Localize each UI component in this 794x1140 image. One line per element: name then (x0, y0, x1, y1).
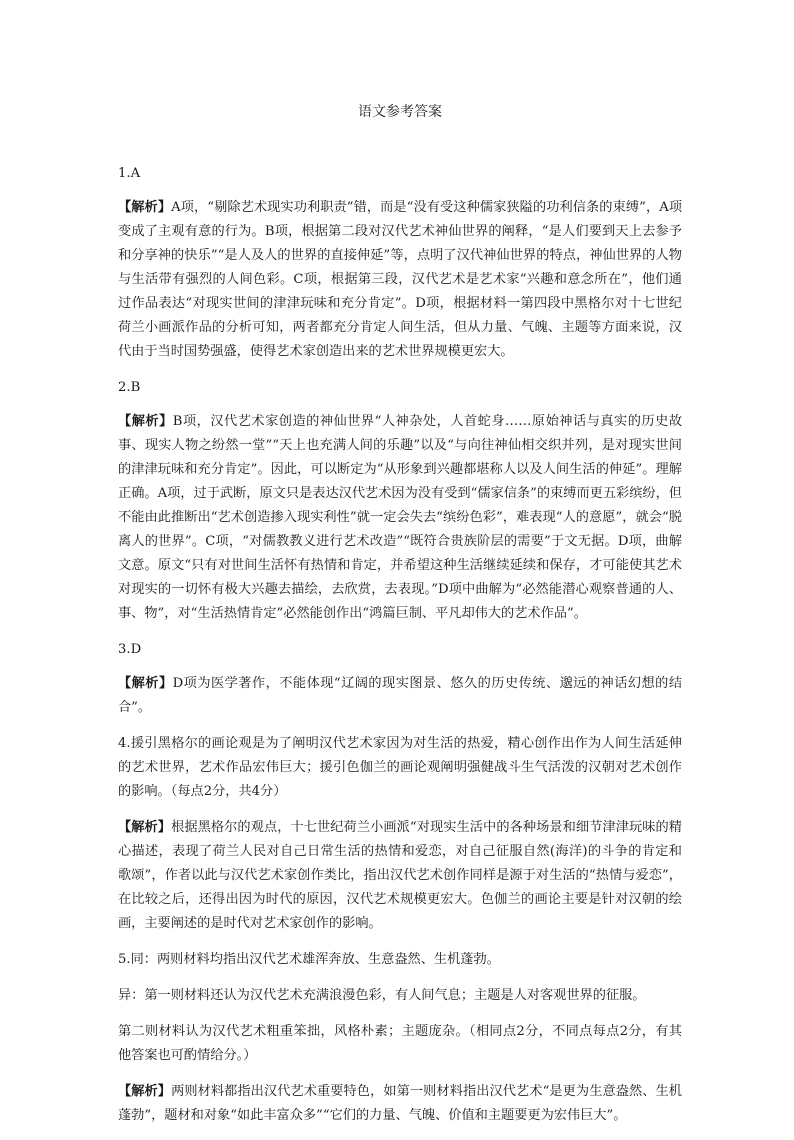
analysis-tag: 【解析】 (118, 200, 172, 215)
q1-analysis (118, 196, 682, 364)
q5-analysis (118, 1080, 682, 1128)
q3-answer: 3.D (118, 642, 142, 657)
q1-answer: 1.A (118, 166, 141, 181)
analysis-tag: 【解析】 (118, 1084, 172, 1099)
q5-similarity: 5.同：两则材料均指出汉代艺术雄浑奔放、生意盎然、生机蓬勃。 (118, 952, 500, 967)
answer-document (118, 100, 682, 1140)
q5-difference-1: 异：第一则材料还认为汉代艺术充满浪漫色彩，有人间气息；主题是人对客观世界的征服。 (118, 988, 646, 1003)
q4-answer: 4.援引黑格尔的画论观是为了阐明汉代艺术家因为对生活的热爱，精心创作出作为人间生活延伸的艺术世界，艺术作品宏伟巨大；援引色伽兰的画论观阐明强健战斗生气活泼的汉朝对艺术创作的影响。（每点2分，共4分） (118, 736, 682, 799)
q3-analysis-text: D项为医学著作，不能体现“辽阔的现实图景、悠久的历史传统、邈远的神话幻想的结合”。 (118, 676, 683, 715)
q5-difference-2: 第二则材料认为汉代艺术粗重笨拙，风格朴素；主题庞杂。（相同点2分，不同点每点2分，有其他答案也可酌情给分。） (118, 1024, 682, 1063)
analysis-tag: 【解析】 (118, 820, 172, 835)
q4-analysis-text: 根据黑格尔的观点，十七世纪荷兰小画派“对现实生活中的各种场景和细节津津玩味的精心描述，表现了荷兰人民对自己日常生活的热情和爱恋，对自己征服自然(海洋)的斗争的肯定和歌颂”，作者以此与汉代艺术家创作类比，指出汉代艺术创作同样是源于对生活的“热情与爱恋”，在比较之后，还得出因为时代的原因，汉代艺术规模更宏大。色伽兰的画论主要是针对汉朝的绘画，主要阐述的是时代对艺术家创作的影响。 (118, 820, 682, 931)
analysis-tag: 【解析】 (118, 414, 173, 429)
q2-analysis (118, 410, 682, 626)
q4-analysis (118, 816, 682, 936)
q2-answer: 2.B (118, 380, 141, 395)
document-title: 语文参考答案 (358, 104, 442, 120)
analysis-tag: 【解析】 (118, 676, 173, 691)
q2-analysis-text: B项，汉代艺术家创造的神仙世界“人神杂处，人首蛇身……原始神话与真实的历史故事、现实人物之纷然一堂”“天上也充满人间的乐趣”以及“与向往神仙相交织并列，是对现实世间的津津玩味和充分肯定”。因此，可以断定为“从形象到兴趣都堪称人以及人间生活的伸延”。理解正确。A项，过于武断，原文只是表达汉代艺术因为没有受到“儒家信条”的束缚而更五彩缤纷，但不能由此推断出“艺术创造掺入现实利性”就一定会失去“缤纷色彩”，难表现“人的意愿”，就会“脱离人的世界”。C项，“对儒教教义进行艺术改造”“既符合贵族阶层的需要”于文无据。D项，曲解文意。原文“只有对世间生活怀有热情和肯定，并希望这种生活继续延续和保存，才可能使其艺术对现实的一切怀有极大兴趣去描绘，去欣赏，去表现。”D项中曲解为“必然能潜心观察普通的人、事、物”，对“生活热情肯定”必然能创作出“鸿篇巨制、平凡却伟大的艺术作品”。 (118, 414, 683, 621)
q3-analysis (118, 672, 682, 720)
q5-analysis-text: 两则材料都指出汉代艺术重要特色，如第一则材料指出汉代艺术“是更为生意盎然、生机蓬勃”，题材和对象“如此丰富众多”“它们的力量、气魄、价值和主题要更为宏伟巨大”。 (118, 1084, 682, 1123)
q1-analysis-text: A项，“剔除艺术现实功利职责”错，而是“没有受这种儒家狭隘的功利信条的束缚”，A项变成了主观有意的行为。B项，根据第二段对汉代艺术神仙世界的阐释，“是人们要到天上去参予和分享神的快乐”“是人及人的世界的直接伸延”等，点明了汉代神仙世界的特点，神仙世界的人物与生活带有强烈的人间色彩。C项，根据第三段，汉代艺术是艺术家“兴趣和意念所在”，他们通过作品表达“对现实世间的津津玩味和充分肯定”。D项，根据材料一第四段中黑格尔对十七世纪荷兰小画派作品的分析可知，两者都充分肯定人间生活，但从力量、气魄、主题等方面来说，汉代由于当时国势强盛，使得艺术家创造出来的艺术世界规模更宏大。 (118, 200, 683, 359)
